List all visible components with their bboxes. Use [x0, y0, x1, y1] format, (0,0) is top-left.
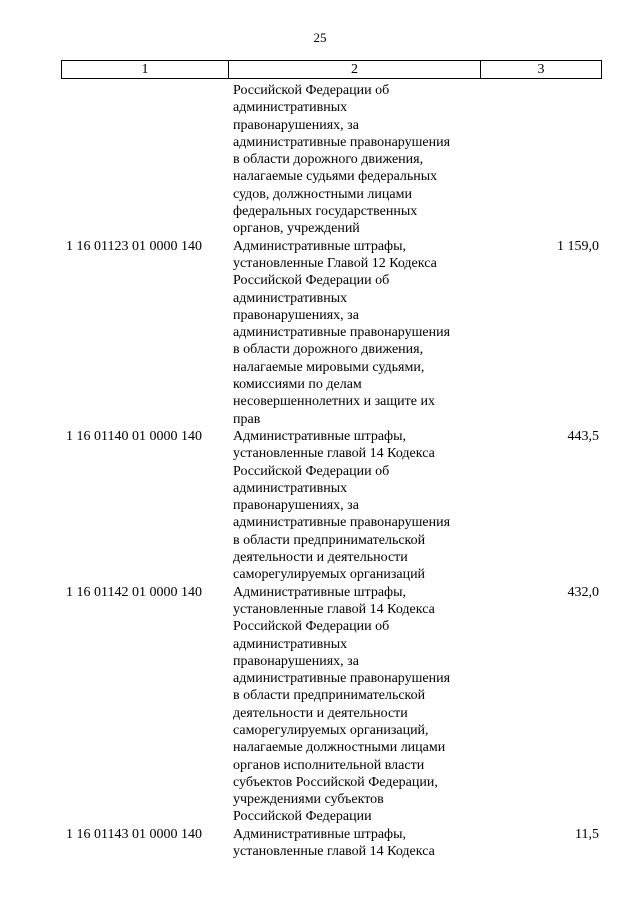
- table-line: [61, 514, 602, 531]
- table-line: [61, 341, 602, 358]
- cell-amount: [480, 99, 602, 116]
- table-line: [61, 532, 602, 549]
- cell-description: органов исполнительной власти: [233, 757, 425, 773]
- table-line: [61, 186, 602, 203]
- cell-budget-code: [61, 341, 228, 358]
- cell-description: установленные главой 14 Кодекса: [233, 601, 435, 617]
- cell-amount: [480, 739, 602, 756]
- cell-amount: [480, 757, 602, 774]
- table-line: [61, 653, 602, 670]
- cell-description: деятельности и деятельности: [233, 705, 408, 721]
- cell-description: административных: [233, 290, 348, 306]
- cell-description: несовершеннолетних и защите их: [233, 394, 435, 410]
- table-line: [61, 290, 602, 307]
- cell-budget-code: [61, 359, 228, 376]
- table-header-row: [61, 60, 602, 79]
- cell-budget-code: [61, 514, 228, 531]
- table-line: [61, 203, 602, 220]
- cell-budget-code: [61, 497, 228, 514]
- cell-description: Российской Федерации об: [233, 619, 390, 635]
- cell-budget-code: [61, 687, 228, 704]
- table-line: [61, 393, 602, 410]
- cell-description: правонарушениях, за: [233, 307, 359, 323]
- cell-budget-code: [61, 774, 228, 791]
- cell-budget-code: 1 16 01140 01 0000 140: [66, 428, 202, 444]
- table-line: [61, 411, 602, 428]
- cell-description: административных: [233, 100, 348, 116]
- cell-description: в области предпринимательской: [233, 688, 426, 704]
- cell-amount: [480, 636, 602, 653]
- cell-budget-code: [61, 324, 228, 341]
- cell-amount: [480, 445, 602, 462]
- table-line: [61, 549, 602, 566]
- cell-budget-code: [61, 843, 228, 860]
- cell-amount: [480, 705, 602, 722]
- cell-description: Административные штрафы,: [233, 428, 407, 444]
- table-line: [61, 428, 602, 445]
- cell-description: саморегулируемых организаций,: [233, 722, 429, 738]
- table-line: [61, 445, 602, 462]
- cell-amount: [480, 808, 602, 825]
- table-line: [61, 774, 602, 791]
- cell-amount: [480, 549, 602, 566]
- cell-amount: [480, 307, 602, 324]
- table-line: [61, 826, 602, 843]
- cell-description: административные правонарушения: [233, 671, 451, 687]
- cell-budget-code: [61, 134, 228, 151]
- cell-description: учреждениями субъектов: [233, 792, 384, 808]
- cell-amount: [480, 480, 602, 497]
- cell-budget-code: [61, 290, 228, 307]
- cell-description: Российской Федерации об: [233, 273, 390, 289]
- cell-amount: [480, 618, 602, 635]
- table-line: [61, 82, 602, 99]
- cell-budget-code: [61, 670, 228, 687]
- cell-description: в области предпринимательской: [233, 532, 426, 548]
- cell-amount: [480, 653, 602, 670]
- cell-budget-code: [61, 151, 228, 168]
- cell-budget-code: [61, 82, 228, 99]
- cell-budget-code: [61, 808, 228, 825]
- cell-budget-code: 1 16 01142 01 0000 140: [66, 584, 202, 600]
- cell-amount: [480, 168, 602, 185]
- cell-budget-code: [61, 203, 228, 220]
- cell-budget-code: [61, 601, 228, 618]
- table-line: [61, 843, 602, 860]
- cell-amount: 443,5: [567, 428, 599, 444]
- cell-budget-code: [61, 757, 228, 774]
- cell-description: правонарушениях, за: [233, 653, 359, 669]
- cell-description: Российской Федерации об: [233, 83, 390, 98]
- cell-budget-code: [61, 705, 228, 722]
- cell-budget-code: [61, 99, 228, 116]
- cell-description: административные правонарушения: [233, 515, 451, 531]
- cell-amount: [480, 82, 602, 99]
- cell-description: установленные главой 14 Кодекса: [233, 446, 435, 462]
- cell-amount: [480, 601, 602, 618]
- cell-budget-code: [61, 532, 228, 549]
- cell-budget-code: [61, 480, 228, 497]
- cell-budget-code: [61, 618, 228, 635]
- cell-description: административные правонарушения: [233, 134, 451, 150]
- header-col-amount: 3: [537, 62, 545, 77]
- cell-budget-code: 1 16 01143 01 0000 140: [66, 826, 202, 842]
- cell-budget-code: [61, 272, 228, 289]
- cell-amount: [480, 566, 602, 583]
- cell-description: в области дорожного движения,: [233, 342, 424, 358]
- cell-amount: [480, 791, 602, 808]
- cell-amount: [480, 290, 602, 307]
- cell-amount: [480, 203, 602, 220]
- cell-description: субъектов Российской Федерации,: [233, 774, 438, 790]
- cell-budget-code: [61, 220, 228, 237]
- cell-description: административных: [233, 636, 348, 652]
- table-line: [61, 99, 602, 116]
- table-line: [61, 376, 602, 393]
- table-line: [61, 255, 602, 272]
- cell-amount: [480, 497, 602, 514]
- cell-budget-code: [61, 445, 228, 462]
- cell-budget-code: [61, 376, 228, 393]
- cell-amount: [480, 722, 602, 739]
- cell-amount: [480, 359, 602, 376]
- table-line: [61, 739, 602, 756]
- header-col-code: 1: [62, 61, 229, 78]
- cell-budget-code: [61, 393, 228, 410]
- table-line: [61, 791, 602, 808]
- cell-description: в области дорожного движения,: [233, 152, 424, 168]
- cell-description: Административные штрафы,: [233, 238, 407, 254]
- cell-amount: [480, 324, 602, 341]
- table-line: [61, 151, 602, 168]
- cell-description: прав: [233, 411, 261, 427]
- cell-amount: [480, 151, 602, 168]
- header-col-name: 2: [229, 61, 481, 78]
- cell-description: органов, учреждений: [233, 221, 360, 237]
- cell-amount: 11,5: [575, 826, 599, 842]
- cell-budget-code: [61, 307, 228, 324]
- table-line: [61, 480, 602, 497]
- table-line: [61, 584, 602, 601]
- table-line: [61, 722, 602, 739]
- cell-description: комиссиями по делам: [233, 377, 362, 393]
- cell-budget-code: [61, 566, 228, 583]
- cell-budget-code: [61, 791, 228, 808]
- table-body: [61, 82, 602, 860]
- cell-amount: [480, 117, 602, 134]
- cell-amount: [480, 220, 602, 237]
- cell-amount: 1 159,0: [557, 238, 599, 254]
- cell-description: Административные штрафы,: [233, 584, 407, 600]
- table-line: [61, 168, 602, 185]
- table-line: [61, 220, 602, 237]
- page-number: 25: [313, 30, 327, 45]
- cell-description: налагаемые судьями федеральных: [233, 169, 438, 185]
- cell-description: Административные штрафы,: [233, 826, 407, 842]
- cell-description: административные правонарушения: [233, 325, 451, 341]
- table-line: [61, 134, 602, 151]
- cell-amount: [480, 687, 602, 704]
- cell-amount: [480, 670, 602, 687]
- cell-description: административных: [233, 480, 348, 496]
- cell-budget-code: [61, 186, 228, 203]
- table-line: [61, 705, 602, 722]
- cell-amount: [480, 514, 602, 531]
- cell-amount: [480, 393, 602, 410]
- cell-budget-code: [61, 168, 228, 185]
- cell-description: правонарушениях, за: [233, 498, 359, 514]
- cell-description: федеральных государственных: [233, 204, 418, 220]
- table-line: [61, 272, 602, 289]
- cell-description: саморегулируемых организаций: [233, 567, 426, 583]
- cell-amount: [480, 134, 602, 151]
- cell-budget-code: [61, 636, 228, 653]
- cell-description: деятельности и деятельности: [233, 550, 408, 566]
- table-line: [61, 307, 602, 324]
- cell-budget-code: [61, 255, 228, 272]
- cell-amount: [480, 376, 602, 393]
- table-line: [61, 670, 602, 687]
- cell-description: налагаемые мировыми судьями,: [233, 359, 425, 375]
- cell-budget-code: [61, 117, 228, 134]
- table-line: [61, 808, 602, 825]
- cell-amount: 432,0: [567, 584, 599, 600]
- cell-amount: [480, 186, 602, 203]
- cell-budget-code: [61, 739, 228, 756]
- cell-budget-code: 1 16 01123 01 0000 140: [66, 238, 202, 254]
- table-line: [61, 117, 602, 134]
- cell-amount: [480, 774, 602, 791]
- table-line: [61, 463, 602, 480]
- cell-description: Российской Федерации об: [233, 463, 390, 479]
- cell-description: установленные главой 14 Кодекса: [233, 844, 435, 860]
- cell-description: налагаемые должностными лицами: [233, 740, 446, 756]
- cell-amount: [480, 463, 602, 480]
- cell-description: установленные Главой 12 Кодекса: [233, 255, 437, 271]
- table-line: [61, 687, 602, 704]
- cell-amount: [480, 272, 602, 289]
- cell-description: правонарушениях, за: [233, 117, 359, 133]
- cell-amount: [480, 843, 602, 860]
- cell-description: судов, должностными лицами: [233, 186, 412, 202]
- cell-budget-code: [61, 411, 228, 428]
- cell-description: Российской Федерации: [233, 809, 372, 825]
- table-line: [61, 757, 602, 774]
- cell-amount: [480, 532, 602, 549]
- cell-budget-code: [61, 463, 228, 480]
- cell-amount: [480, 255, 602, 272]
- cell-budget-code: [61, 549, 228, 566]
- cell-amount: [480, 411, 602, 428]
- table-line: [61, 566, 602, 583]
- table-line: [61, 601, 602, 618]
- table-line: [61, 359, 602, 376]
- cell-budget-code: [61, 722, 228, 739]
- table-line: [61, 324, 602, 341]
- table-line: [61, 636, 602, 653]
- table-line: [61, 238, 602, 255]
- table-line: [61, 497, 602, 514]
- cell-amount: [480, 341, 602, 358]
- table-line: [61, 618, 602, 635]
- cell-budget-code: [61, 653, 228, 670]
